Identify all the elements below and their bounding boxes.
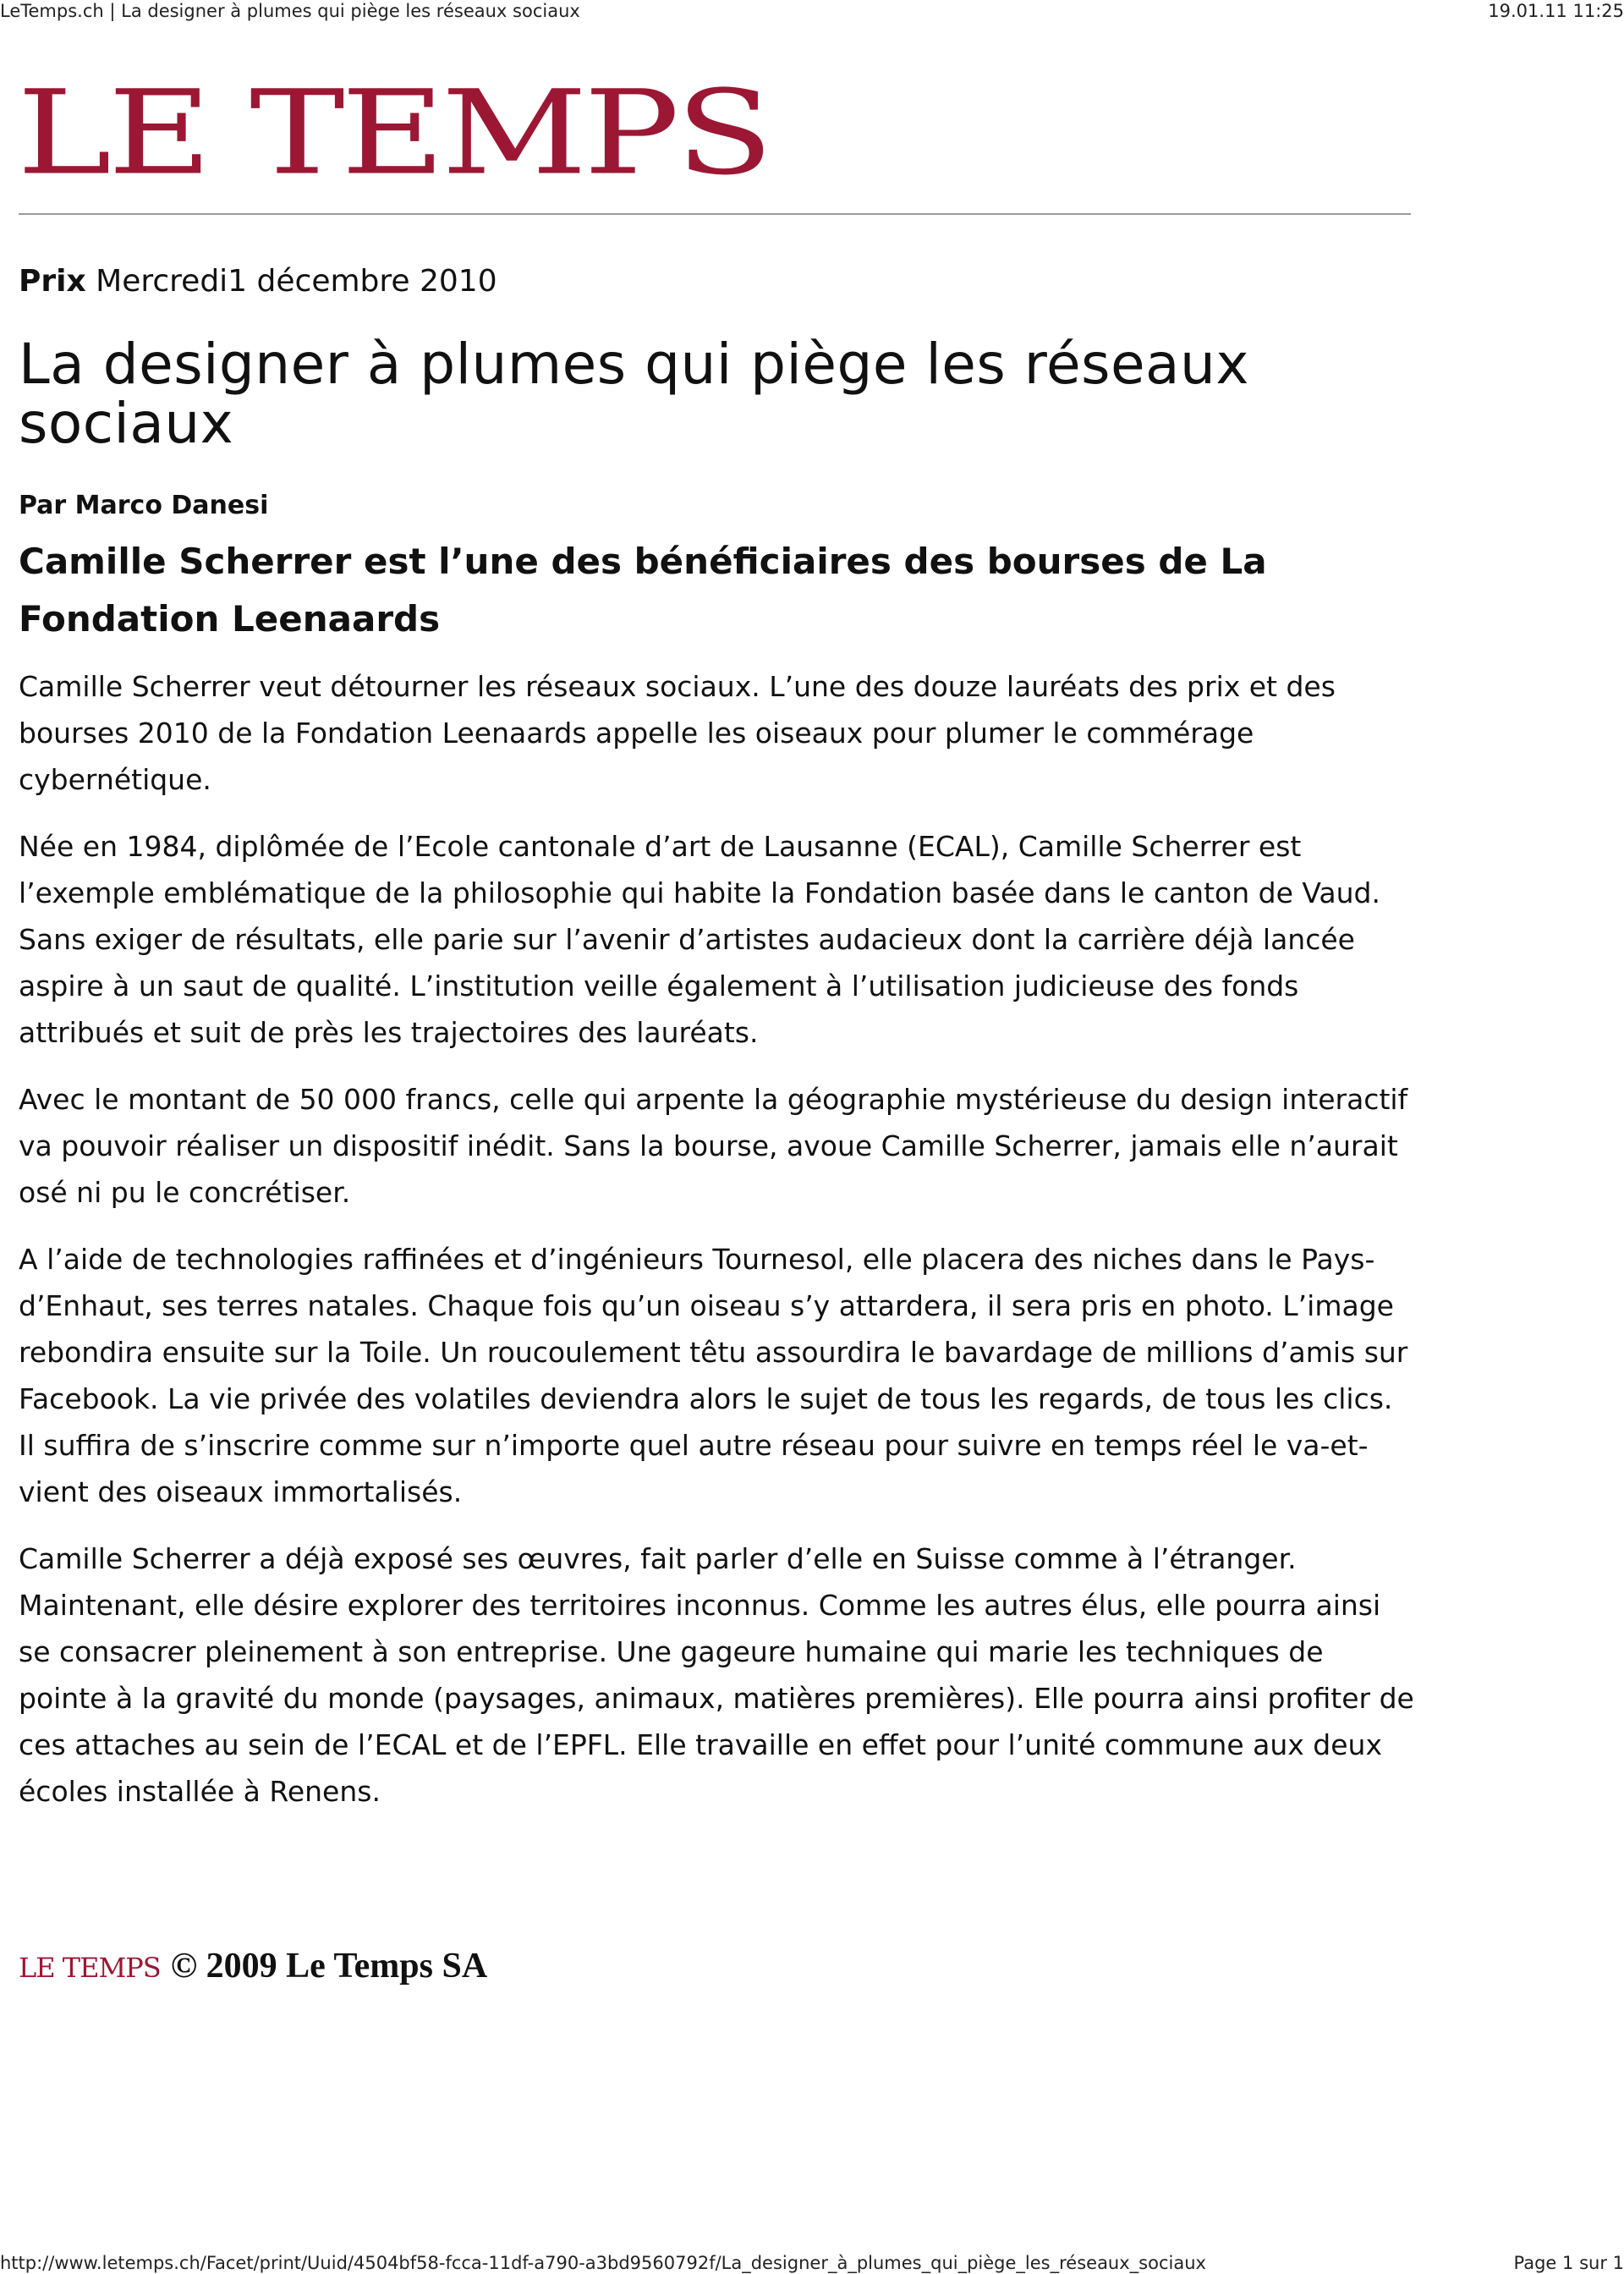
print-datetime: 19.01.11 11:25 — [1488, 1, 1624, 21]
print-footer — [0, 2252, 1624, 2274]
article-meta — [19, 259, 1414, 305]
print-page-number: Page 1 sur 1 — [1513, 2253, 1624, 2273]
article-paragraph: Camille Scherrer veut détourner les réseaux sociaux. L’une des douze lauréats des prix et des bourses 2010 de la Fondation Leenaards appelle les oiseaux pour plumer le commérage cybernétique. — [19, 670, 1336, 796]
copyright-text: © 2009 Le Temps SA — [170, 1947, 488, 1986]
le-temps-mini-logo: LE TEMPS — [19, 1952, 161, 1984]
print-page-title: LeTemps.ch | La designer à plumes qui piège les réseaux sociaux — [0, 1, 580, 21]
article-headline: La designer à plumes qui piège les réseaux sociaux — [19, 332, 1249, 456]
print-url: http://www.letemps.ch/Facet/print/Uuid/4504bf58-fcca-11df-a790-a3bd9560792f/La_designer_à_plumes_qui_piège_les_réseaux_sociaux — [0, 2253, 1206, 2273]
article-paragraph: Camille Scherrer a déjà exposé ses œuvres, fait parler d’elle en Suisse comme à l’étranger. Maintenant, elle désire explorer des territoires inconnus. Comme les autres élus, elle pourra ainsi se consacrer pleinement à son entreprise. Une gageure humaine qui marie les techniques de pointe à la gravité du monde (paysages, animaux, matières premières). Elle pourra ainsi profiter de ces attaches au sein de l’ECAL et de l’EPFL. Elle travaille en effet pour l’unité commune aux deux écoles installée à Renens. — [19, 1542, 1414, 1808]
masthead-divider — [19, 213, 1411, 215]
article-byline: Par Marco Danesi — [19, 491, 269, 520]
article-body — [19, 663, 1414, 1815]
article-paragraph: A l’aide de technologies raffinées et d’ingénieurs Tournesol, elle placera des niches dans le Pays-d’Enhaut, ses terres natales. Chaque fois qu’un oiseau s’y attardera, il sera pris en photo. L’image rebondira ensuite sur la Toile. Un roucoulement têtu assourdira le bavardage de millions d’amis sur Facebook. La vie privée des volatiles deviendra alors le sujet de tous les regards, de tous les clics. Il suffira de s’inscrire comme sur n’importe quel autre réseau pour suivre en temps réel le va-et-vient des oiseaux immortalisés. — [19, 1243, 1408, 1508]
le-temps-logo: LE TEMPS — [17, 65, 770, 201]
article-paragraph: Née en 1984, diplômée de l’Ecole cantonale d’art de Lausanne (ECAL), Camille Scherrer est l’exemple emblématique de la philosophie qui habite la Fondation basée dans le canton de Vaud. Sans exiger de résultats, elle parie sur l’avenir d’artistes audacieux dont la carrière déjà lancée aspire à un saut de qualité. L’institution veille également à l’utilisation judicieuse des fonds attribués et suit de près les trajectoires des lauréats. — [19, 830, 1380, 1049]
article-lead: Camille Scherrer est l’une des bénéficiaires des bourses de La Fondation Leenaards — [19, 541, 1267, 640]
print-header — [0, 0, 1624, 22]
article-paragraph: Avec le montant de 50 000 francs, celle qui arpente la géographie mystérieuse du design interactif va pouvoir réaliser un dispositif inédit. Sans la bourse, avoue Camille Scherrer, jamais elle n’aurait osé ni pu le concrétiser. — [19, 1083, 1408, 1209]
article-category: Prix — [19, 264, 86, 299]
article — [19, 259, 1414, 1815]
article-date: Mercredi1 décembre 2010 — [96, 264, 497, 299]
copyright-line — [19, 1946, 487, 1997]
